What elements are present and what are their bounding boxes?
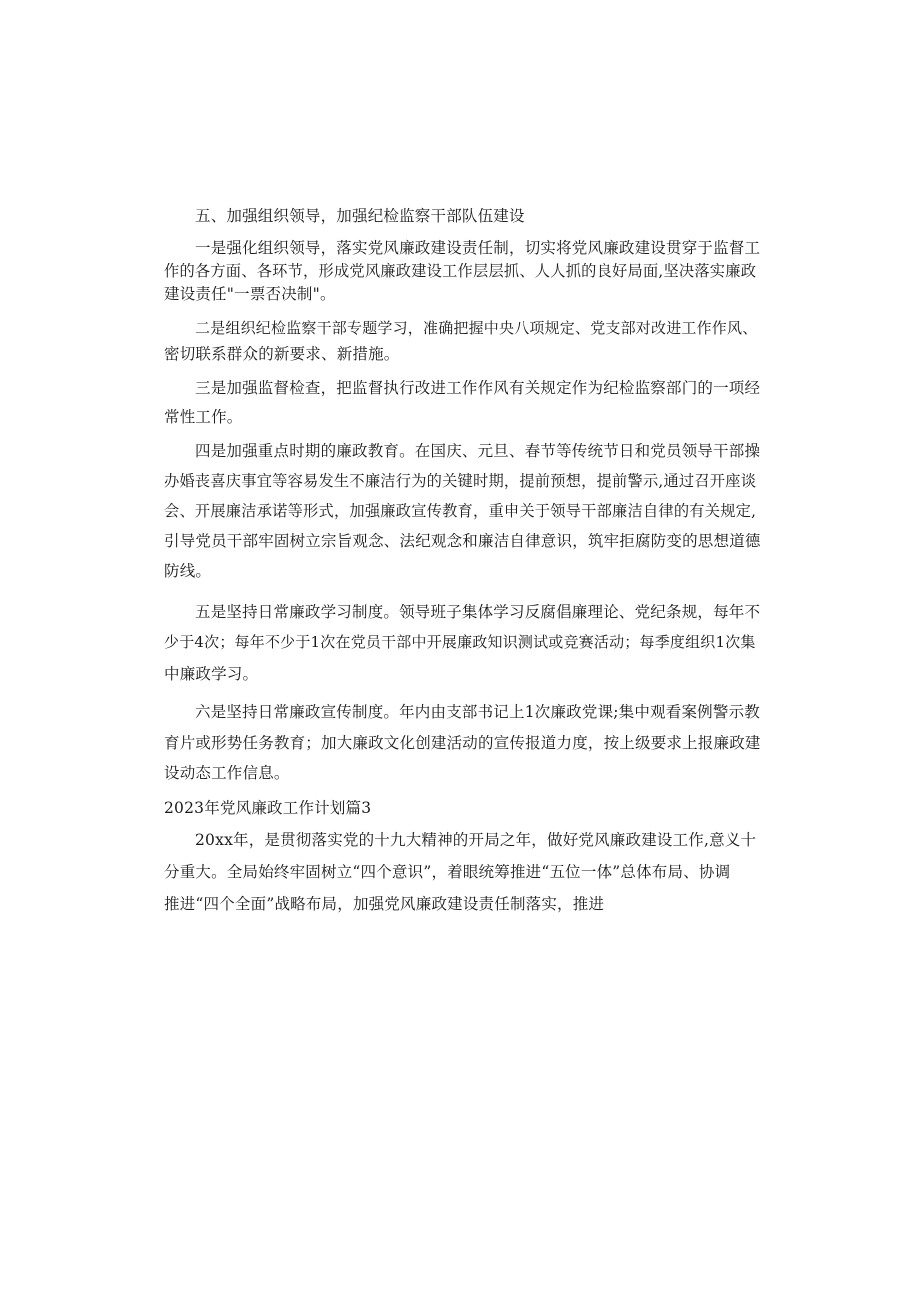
paragraph-line: 一是强化组织领导，落实党风廉政建设责任制，切实将党风廉政建设贯穿于监督工 [195,239,761,257]
paragraph-line: 二是组织纪检监察干部专题学习，准确把握中央八项规定、党支部对改进工作作风、 [195,319,758,337]
paragraph-line: 少于4次；每年不少于1次在党员干部中开展廉政知识测试或竞赛活动；每季度组织1次集 [164,633,756,651]
paragraph-line: 中廉政学习。 [164,665,259,683]
paragraph-line: 防线。 [164,562,212,580]
paragraph-line: 密切联系群众的新要求、新措施。 [164,345,400,363]
part-heading: 2023年党风廉政工作计划篇3 [164,799,372,817]
paragraph-line: 办婚丧喜庆事宜等容易发生不廉洁行为的关键时期，提前预想，提前警示,通过召开座谈 [164,472,757,490]
paragraph-line: 会、开展廉洁承诺等形式，加强廉政宣传教育，重申关于领导干部廉洁自律的有关规定, [164,502,757,520]
paragraph-line: 20xx年，是贯彻落实党的十九大精神的开局之年，做好党风廉政建设工作,意义十 [195,831,757,849]
paragraph-line: 育片或形势任务教育；加大廉政文化创建活动的宣传报道力度，按上级要求上报廉政建 [164,734,761,752]
paragraph-line: 常性工作。 [164,408,243,426]
paragraph-line: 四是加强重点时期的廉政教育。在国庆、元旦、春节等传统节日和党员领导干部操 [195,442,761,460]
paragraph-line: 六是坚持日常廉政宣传制度。年内由支部书记上1次廉政党课;集中观看案例警示教 [195,703,760,721]
paragraph-line: 作的各方面、各环节，形成党风廉政建设工作层层抓、人人抓的良好局面,坚决落实廉政 [164,262,757,280]
paragraph-line: 建设责任"一票否决制"。 [164,285,336,303]
section-heading: 五、加强组织领导，加强纪检监察干部队伍建设 [195,207,525,225]
paragraph-line: 五是坚持日常廉政学习制度。领导班子集体学习反腐倡廉理论、党纪条规，每年不 [195,603,761,621]
paragraph-line: 三是加强监督检查，把监督执行改进工作作风有关规定作为纪检监察部门的一项经 [195,379,761,397]
paragraph-line: 推进“四个全面”战略布局，加强党风廉政建设责任制落实，推进 [164,895,605,913]
paragraph-line: 引导党员干部牢固树立宗旨观念、法纪观念和廉洁自律意识，筑牢拒腐防变的思想道德 [164,532,761,550]
paragraph-line: 设动态工作信息。 [164,764,290,782]
paragraph-line: 分重大。全局始终牢固树立“四个意识”，着眼统筹推进“五位一体”总体布局、协调 [164,863,731,881]
